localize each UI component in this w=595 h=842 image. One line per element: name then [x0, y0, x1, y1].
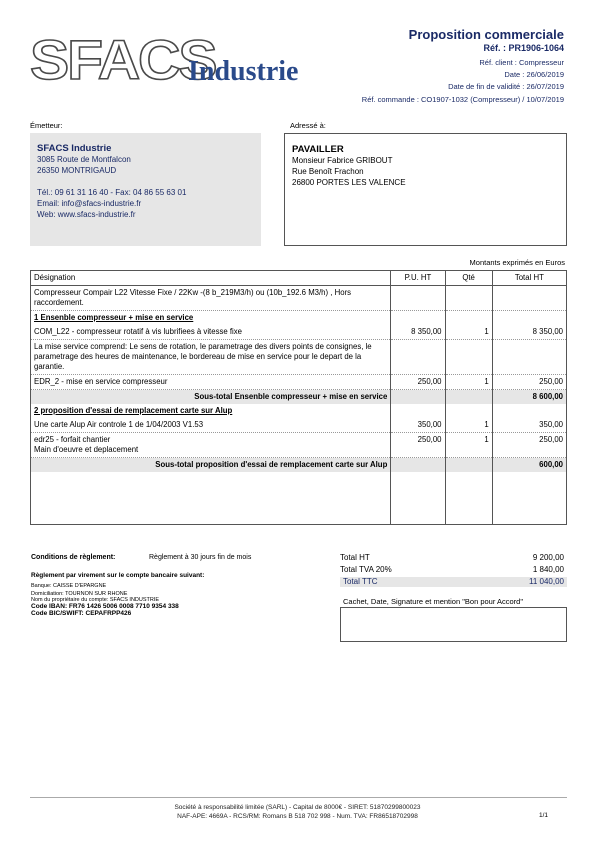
item-designation: edr25 - forfait chantier Main d'oeuvre et deplacement: [31, 433, 391, 458]
item-designation: Compresseur Compair L22 Vitesse Fixe / 22Kw -(8 b_219M3/h) ou (10b_192.6 M3/h) , Hors raccordement.: [31, 286, 391, 311]
item-unit-price: [391, 390, 445, 405]
recipient-contact: Monsieur Fabrice GRIBOUT: [292, 156, 393, 165]
conditions-value: Règlement à 30 jours fin de mois: [149, 554, 252, 561]
item-quantity: [445, 390, 492, 405]
footer: [0, 803, 595, 821]
item-quantity: [445, 311, 492, 326]
total-value: 1 840,00: [532, 565, 564, 574]
item-unit-price: 8 350,00: [391, 325, 445, 340]
emitter-box: [30, 133, 261, 246]
transfer-note: Règlement par virement sur le compte bancaire suivant:: [31, 572, 205, 579]
total-value: 11 040,00: [529, 577, 564, 586]
payment-conditions: [31, 554, 321, 617]
item-designation: 1 Ensenble compresseur + mise en service: [31, 311, 391, 326]
validity-date: Date de fin de validité : 26/07/2019: [448, 82, 564, 91]
item-designation: 2 proposition d'essai de remplacement carte sur Alup: [31, 404, 391, 418]
item-quantity: 1: [445, 325, 492, 340]
bank-domiciliation: Domiciliation: TOURNON SUR RHONE: [31, 591, 128, 597]
logo-wordmark: SFACS: [30, 28, 216, 91]
item-total: [492, 286, 566, 311]
table-row: [31, 286, 567, 311]
signature-label: Cachet, Date, Signature et mention "Bon pour Accord": [343, 597, 524, 606]
recipient-address-line: Rue Benoît Frachon: [292, 167, 364, 176]
item-quantity: [445, 458, 492, 473]
emitter-address-line: 26350 MONTRIGAUD: [37, 166, 117, 175]
bank-name: Banque: CAISSE D'EPARGNE: [31, 583, 107, 589]
item-quantity: 1: [445, 433, 492, 458]
recipient-name: PAVAILLER: [292, 144, 344, 155]
account-owner: Nom du propriétaire du compte: SFACS INDUSTRIE: [31, 597, 160, 603]
item-total: [492, 404, 566, 418]
table-row: [31, 375, 567, 390]
total-ttc-row: [340, 577, 567, 587]
signature-box[interactable]: [340, 607, 567, 642]
total-label: Total HT: [340, 553, 370, 562]
bic: Code BIC/SWIFT: CEPAFRPP426: [31, 610, 132, 617]
item-designation: La mise service comprend: Le sens de rotation, le parametrage des divers points de consignes, le parametrage des heures de maintenance, le bordereau de mise en service pour le depart de la garantie.: [31, 340, 391, 375]
item-unit-price: 350,00: [391, 418, 445, 433]
table-row: [31, 418, 567, 433]
footer-legal-line: Société à responsabilité limitée (SARL) - Capital de 8000€ - SIRET: 51870299800023: [174, 804, 421, 811]
item-designation: Sous-total Ensenble compresseur + mise en service: [31, 390, 391, 405]
table-row: [31, 340, 567, 375]
proposal-date: Date : 26/06/2019: [504, 70, 564, 79]
item-quantity: 1: [445, 418, 492, 433]
order-reference: Réf. commande : CO1907-1032 (Compresseur) / 10/07/2019: [361, 95, 564, 104]
items-table: [30, 270, 567, 525]
blank-cell: [492, 472, 566, 525]
blank-cell: [31, 472, 391, 525]
item-quantity: [445, 286, 492, 311]
item-total: 250,00: [492, 433, 566, 458]
emitter-address-line: 3085 Route de Montfalcon: [37, 155, 131, 164]
footer-legal-line: NAF-APE: 4669A - RCS/RM: Romans B 518 702 998 - Num. TVA: FR86518702998: [177, 813, 418, 820]
item-total: [492, 311, 566, 326]
item-quantity: [445, 404, 492, 418]
item-unit-price: [391, 404, 445, 418]
total-ht-row: [340, 553, 567, 563]
item-unit-price: 250,00: [391, 375, 445, 390]
emitter-email: Email: info@sfacs-industrie.fr: [37, 199, 142, 208]
item-total: 8 600,00: [492, 390, 566, 405]
recipient-address-line: 26800 PORTES LES VALENCE: [292, 178, 406, 187]
item-quantity: 1: [445, 375, 492, 390]
company-logo: [30, 30, 320, 100]
table-row: [31, 325, 567, 340]
item-quantity: [445, 340, 492, 375]
blank-cell: [391, 472, 445, 525]
total-label: Total TTC: [343, 577, 378, 586]
item-total: [492, 340, 566, 375]
column-header-designation: Désignation: [31, 271, 391, 286]
item-unit-price: [391, 311, 445, 326]
iban: Code IBAN: FR76 1426 5006 0008 7710 9354 338: [31, 603, 179, 610]
emitter-phone: Tél.: 09 61 31 16 40 - Fax: 04 86 55 63 01: [37, 188, 187, 197]
currency-note: Montants exprimés en Euros: [469, 258, 565, 267]
footer-divider: [30, 797, 567, 798]
document-title: Proposition commerciale: [408, 27, 564, 42]
subtotal-row: [31, 390, 567, 405]
page-number: 1/1: [538, 812, 548, 819]
item-total: 350,00: [492, 418, 566, 433]
subtotal-row: [31, 458, 567, 473]
emitter-label: Émetteur:: [30, 121, 63, 130]
column-header-total: Total HT: [492, 271, 566, 286]
item-total: 8 350,00: [492, 325, 566, 340]
item-designation: Sous-total proposition d'essai de remplacement carte sur Alup: [31, 458, 391, 473]
item-unit-price: [391, 286, 445, 311]
section-row: [31, 311, 567, 326]
total-label: Total TVA 20%: [340, 565, 392, 574]
total-value: 9 200,00: [532, 553, 564, 562]
item-designation: EDR_2 - mise en service compresseur: [31, 375, 391, 390]
item-designation: Une carte Alup Air controle 1 de 1/04/2003 V1.53: [31, 418, 391, 433]
item-unit-price: [391, 458, 445, 473]
blank-cell: [445, 472, 492, 525]
item-total: 250,00: [492, 375, 566, 390]
item-unit-price: [391, 340, 445, 375]
section-row: [31, 404, 567, 418]
item-unit-price: 250,00: [391, 433, 445, 458]
column-header-quantity: Qté: [445, 271, 492, 286]
table-header-row: [31, 271, 567, 286]
item-designation: COM_L22 - compresseur rotatif à vis lubrifiees à vitesse fixe: [31, 325, 391, 340]
logo-subtitle: Industrie: [188, 56, 299, 87]
item-total: 600,00: [492, 458, 566, 473]
recipient-label: Adressé à:: [290, 121, 326, 130]
recipient-box: [284, 133, 567, 246]
conditions-label: Conditions de règlement:: [31, 554, 116, 561]
proposal-reference: Réf. : PR1906-1064: [483, 43, 564, 53]
client-reference: Réf. client : Compresseur: [479, 58, 564, 67]
column-header-unit-price: P.U. HT: [391, 271, 445, 286]
table-row: [31, 433, 567, 458]
emitter-name: SFACS Industrie: [37, 143, 112, 154]
table-blank-row: [31, 472, 567, 525]
total-vat-row: [340, 565, 567, 575]
totals-block: [340, 553, 567, 587]
emitter-web: Web: www.sfacs-industrie.fr: [37, 210, 136, 219]
